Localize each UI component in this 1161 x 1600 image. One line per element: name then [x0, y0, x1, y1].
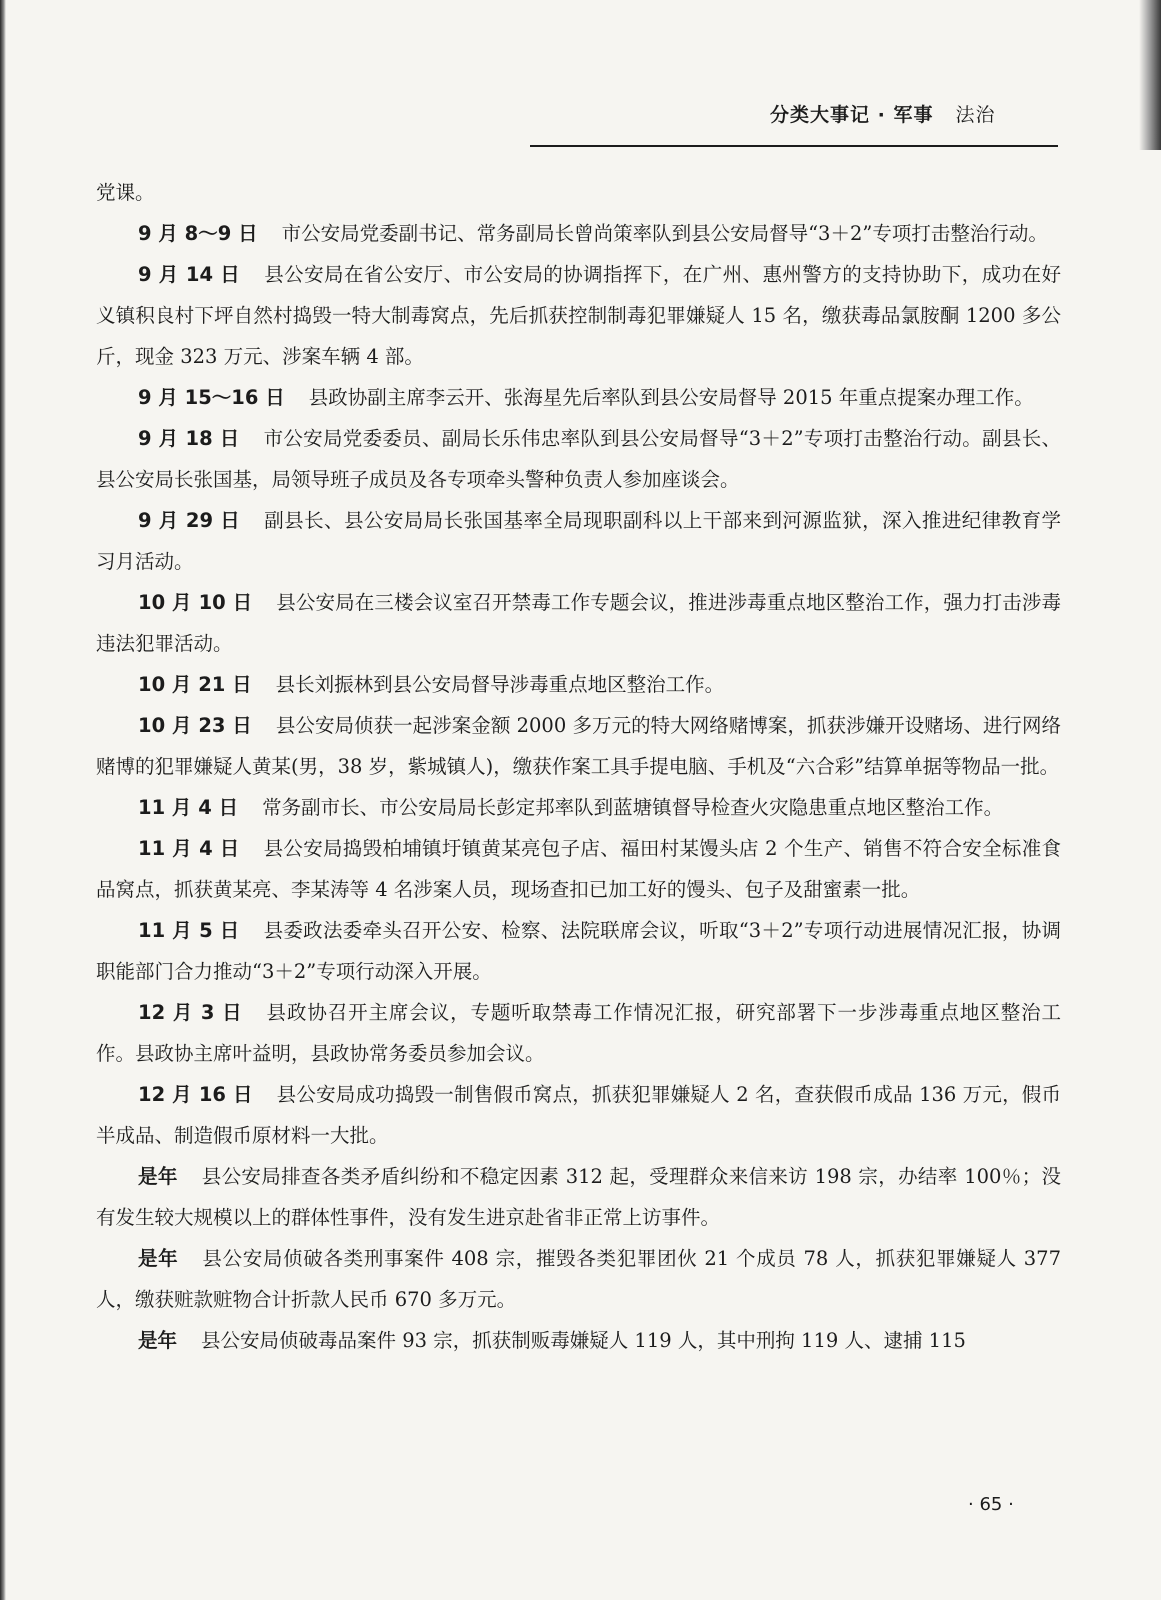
entry-text: 县公安局排查各类矛盾纠纷和不稳定因素 312 起，受理群众来信来访 198 宗，办结率 100％；没有发生较大规模以上的群体性事件，没有发生进京赴省非正常上访事件。 — [96, 1165, 1061, 1229]
entry-text: 市公安局党委副书记、常务副局长曾尚策率队到县公安局督导“3＋2”专项打击整治行动。 — [281, 222, 1048, 245]
chronicle-entry — [96, 418, 1061, 500]
entry-date: 12 月 16 日 — [138, 1083, 253, 1106]
entry-date: 9 月 18 日 — [138, 427, 240, 450]
entry-date: 11 月 5 日 — [138, 919, 240, 942]
chronicle-entry — [96, 254, 1061, 377]
header-rule — [530, 145, 1058, 147]
chronicle-entry — [96, 377, 1061, 418]
scan-edge-left — [0, 0, 6, 1600]
entry-date: 10 月 21 日 — [138, 673, 252, 696]
header-book-section: 分类大事记 · 军事 — [770, 104, 934, 126]
chronicle-entry — [96, 992, 1061, 1074]
entry-date: 11 月 4 日 — [138, 796, 239, 819]
running-header — [770, 100, 1040, 126]
entry-date: 是年 — [138, 1165, 178, 1188]
entry-date: 是年 — [138, 1329, 178, 1352]
entry-text: 县委政法委牵头召开公安、检察、法院联席会议，听取“3＋2”专项行动进展情况汇报，协调职能部门合力推动“3＋2”专项行动深入开展。 — [96, 919, 1061, 983]
entry-text: 县公安局捣毁柏埔镇圩镇黄某亮包子店、福田村某馒头店 2 个生产、销售不符合安全标准食品窝点，抓获黄某亮、李某涛等 4 名涉案人员，现场查扣已加工好的馒头、包子及甜蜜素一批。 — [96, 837, 1061, 901]
chronicle-entry — [96, 1238, 1061, 1320]
chronicle-entry — [96, 1074, 1061, 1156]
entry-date: 12 月 3 日 — [138, 1001, 243, 1024]
page-number: · 65 · — [968, 1494, 1014, 1515]
entry-text: 副县长、县公安局局长张国基率全局现职副科以上干部来到河源监狱，深入推进纪律教育学习月活动。 — [96, 509, 1061, 573]
entry-date: 9 月 15～16 日 — [138, 386, 285, 409]
entry-text: 市公安局党委委员、副局长乐伟忠率队到县公安局督导“3＋2”专项打击整治行动。副县长、县公安局长张国基，局领导班子成员及各专项牵头警种负责人参加座谈会。 — [96, 427, 1061, 491]
entry-text: 县公安局成功捣毁一制售假币窝点，抓获犯罪嫌疑人 2 名，查获假币成品 136 万元，假币半成品、制造假币原材料一大批。 — [96, 1083, 1061, 1147]
entry-text: 县公安局在省公安厅、市公安局的协调指挥下，在广州、惠州警方的支持协助下，成功在好义镇积良村下坪自然村捣毁一特大制毒窝点，先后抓获控制制毒犯罪嫌疑人 15 名，缴获毒品氯胺酮 1200 多公斤，现金 323 万元、涉案车辆 4 部。 — [96, 263, 1061, 368]
entry-date: 9 月 8～9 日 — [138, 222, 258, 245]
entry-date: 是年 — [138, 1247, 179, 1270]
chronicle-body — [96, 172, 1061, 1361]
chronicle-entry — [96, 500, 1061, 582]
scan-edge-right — [1139, 0, 1161, 150]
chronicle-entry — [96, 828, 1061, 910]
chronicle-entry — [96, 705, 1061, 787]
entry-text: 县公安局侦破毒品案件 93 宗，抓获制贩毒嫌疑人 119 人，其中刑拘 119 人、逮捕 115 — [201, 1329, 966, 1352]
header-subsection: 法治 — [955, 104, 996, 126]
entry-date: 11 月 4 日 — [138, 837, 240, 860]
chronicle-entry — [96, 1156, 1061, 1238]
entry-text: 县长刘振林到县公安局督导涉毒重点地区整治工作。 — [275, 673, 725, 696]
chronicle-entry — [96, 664, 1061, 705]
chronicle-entry — [96, 1320, 1061, 1361]
entry-date: 9 月 14 日 — [138, 263, 241, 286]
entry-text: 县公安局侦获一起涉案金额 2000 多万元的特大网络赌博案，抓获涉嫌开设赌场、进行网络赌博的犯罪嫌疑人黄某(男，38 岁，紫城镇人)，缴获作案工具手提电脑、手机及“六合彩”结算单据等物品一批。 — [96, 714, 1061, 778]
entry-text: 县政协召开主席会议，专题听取禁毒工作情况汇报，研究部署下一步涉毒重点地区整治工作。县政协主席叶益明，县政协常务委员参加会议。 — [96, 1001, 1061, 1065]
entry-date: 10 月 23 日 — [138, 714, 252, 737]
entry-date: 9 月 29 日 — [138, 509, 241, 532]
entry-text: 县公安局在三楼会议室召开禁毒工作专题会议，推进涉毒重点地区整治工作，强力打击涉毒违法犯罪活动。 — [96, 591, 1061, 655]
chronicle-entry — [96, 582, 1061, 664]
chronicle-entry — [96, 787, 1061, 828]
chronicle-entry — [96, 910, 1061, 992]
continuation-text: 党课。 — [96, 181, 155, 204]
chronicle-entry — [96, 213, 1061, 254]
entry-date: 10 月 10 日 — [138, 591, 253, 614]
entry-text: 县政协副主席李云开、张海星先后率队到县公安局督导 2015 年重点提案办理工作。 — [308, 386, 1034, 409]
entry-text: 县公安局侦破各类刑事案件 408 宗，摧毁各类犯罪团伙 21 个成员 78 人，抓获犯罪嫌疑人 377 人，缴获赃款赃物合计折款人民币 670 多万元。 — [96, 1247, 1061, 1311]
entry-text: 常务副市长、市公安局局长彭定邦率队到蓝塘镇督导检查火灾隐患重点地区整治工作。 — [262, 796, 1004, 819]
